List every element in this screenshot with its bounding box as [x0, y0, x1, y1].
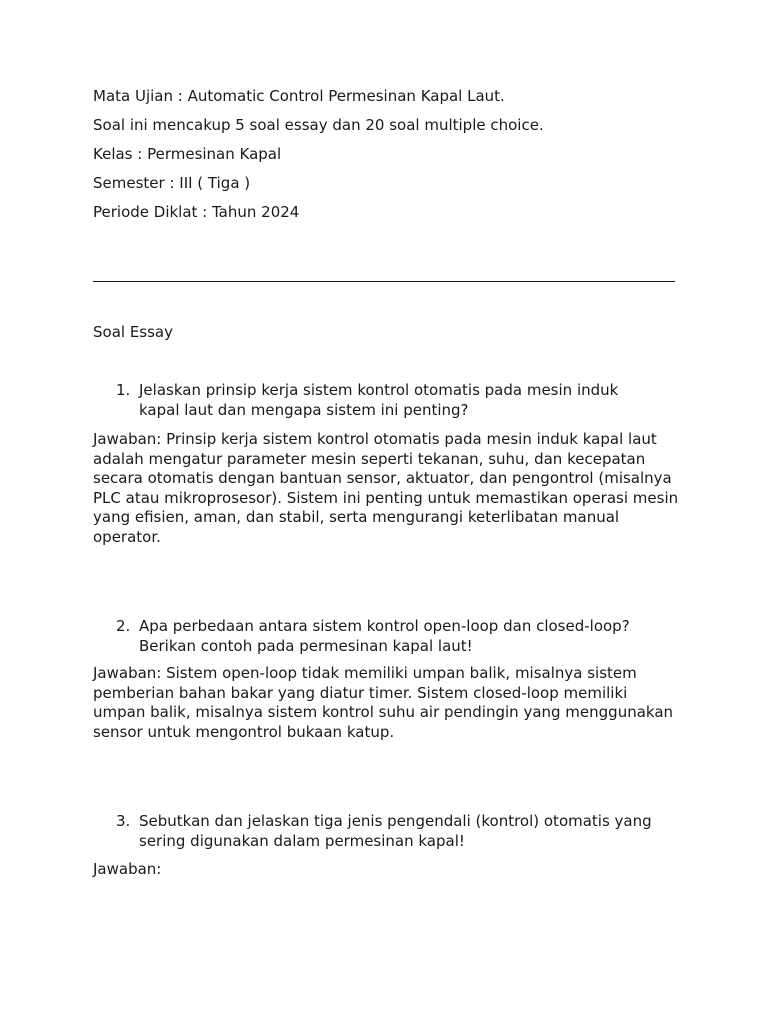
answer-1: Jawaban: Prinsip kerja sistem kontrol otomatis pada mesin induk kapal laut adalah mengatur parameter mesin seperti tekanan, suhu, dan kecepatan secara otomatis dengan bantuan sensor, aktuator, dan pengontrol (misalnya PLC atau mikroprosesor). Sistem ini penting untuk memastikan operasi mesin yang efisien, aman, dan stabil, serta mengurangi keterlibatan manual operator.	[93, 430, 679, 546]
answer-2: Jawaban: Sistem open-loop tidak memiliki umpan balik, misalnya sistem pemberian bahan bakar yang diatur timer. Sistem closed-loop memiliki umpan balik, misalnya sistem kontrol suhu air pendingin yang menggunakan sensor untuk mengontrol bukaan katup.	[93, 664, 674, 741]
exam-subject: Mata Ujian : Automatic Control Permesinan Kapal Laut.	[93, 87, 505, 105]
question-3	[116, 812, 661, 851]
answer-3: Jawaban:	[93, 860, 162, 878]
question-2	[116, 617, 661, 656]
exam-semester: Semester : III ( Tiga )	[93, 174, 251, 192]
question-text: Apa perbedaan antara sistem kontrol open-loop dan closed-loop? Berikan contoh pada permesinan kapal laut!	[139, 617, 630, 655]
exam-period: Periode Diklat : Tahun 2024	[93, 203, 300, 221]
question-text: Jelaskan prinsip kerja sistem kontrol otomatis pada mesin induk kapal laut dan mengapa sistem ini penting?	[139, 381, 619, 419]
question-number: 2.	[116, 617, 131, 635]
question-1	[116, 381, 661, 420]
exam-scope: Soal ini mencakup 5 soal essay dan 20 soal multiple choice.	[93, 116, 544, 134]
exam-class: Kelas : Permesinan Kapal	[93, 145, 282, 163]
horizontal-divider	[93, 281, 675, 282]
section-title: Soal Essay	[93, 323, 174, 341]
question-number: 3.	[116, 812, 131, 830]
question-text: Sebutkan dan jelaskan tiga jenis pengendali (kontrol) otomatis yang sering digunakan dalam permesinan kapal!	[139, 812, 652, 850]
question-number: 1.	[116, 381, 131, 399]
